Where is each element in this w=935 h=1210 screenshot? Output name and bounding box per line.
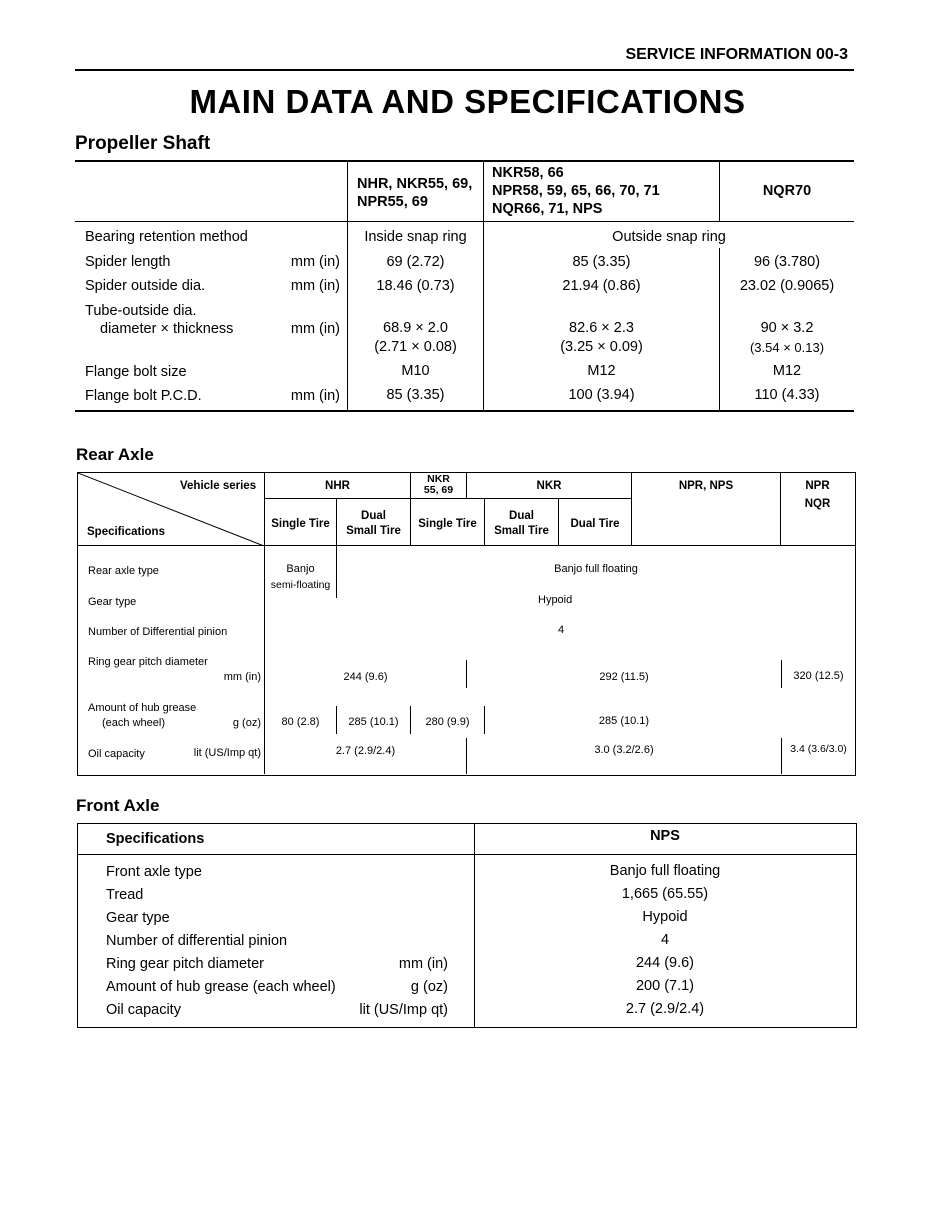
rear-group-rule [264, 498, 631, 499]
propeller-col-c: NQR70 [762, 183, 812, 199]
front-row-label: Amount of hub grease (each wheel) [106, 979, 336, 995]
rear-sub-nhr-dual-1: Dual [361, 510, 386, 522]
propeller-header-rule [75, 221, 854, 222]
value-tube-c2: (3.54 × 0.13) [749, 340, 825, 355]
page-title: MAIN DATA AND SPECIFICATIONS [189, 83, 746, 120]
rear-axle-type-v1b: semi-floating [270, 579, 331, 591]
value-bolt-size-c: M12 [772, 363, 802, 379]
rear-corner-top: Vehicle series [180, 480, 257, 492]
rear-label-grease-unit: g (oz) [232, 717, 261, 729]
rear-group-nkr: NKR [536, 480, 562, 492]
value-spider-dia-c: 23.02 (0.9065) [739, 278, 835, 294]
front-row-label: Oil capacity [106, 1002, 181, 1018]
front-row-label: Tread [106, 887, 144, 903]
front-col-spec: Specifications [106, 831, 205, 847]
front-row-unit: lit (US/Imp qt) [359, 1002, 448, 1018]
value-spider-length-c: 96 (3.780) [753, 254, 821, 270]
rear-grease-v3: 280 (9.9) [425, 716, 470, 728]
value-bolt-pcd-a: 85 (3.35) [386, 387, 445, 403]
page-header: SERVICE INFORMATION 00-3 [625, 46, 848, 63]
front-row-label: Ring gear pitch diameter [106, 956, 264, 972]
rear-ring-v3: 320 (12.5) [793, 670, 844, 682]
front-row-unit: mm (in) [398, 956, 448, 972]
rear-label-ring-2: mm (in) [223, 671, 261, 683]
rear-ring-v2: 292 (11.5) [599, 671, 649, 683]
rear-label-oil: Oil capacity [88, 748, 145, 760]
rear-hdr-rule-4 [484, 498, 485, 546]
front-row-label: Front axle type [106, 864, 202, 880]
value-tube-c1: 90 × 3.2 [760, 320, 814, 336]
unit-spider-length: mm (in) [290, 254, 340, 270]
propeller-col-a-line1: NHR, NKR55, 69, [357, 176, 473, 192]
rear-grease-v1: 80 (2.8) [281, 716, 320, 728]
label-bearing: Bearing retention method [85, 229, 248, 245]
rear-grease-v2: 285 (10.1) [348, 716, 399, 728]
propeller-top-rule [75, 160, 854, 162]
front-row-label: Gear type [106, 910, 170, 926]
rear-oil-v3: 3.4 (3.6/3.0) [790, 743, 847, 755]
value-spider-length-a: 69 (2.72) [386, 254, 445, 270]
label-bolt-pcd: Flange bolt P.C.D. [85, 388, 202, 404]
rear-grease-v4: 285 (10.1) [598, 715, 650, 727]
label-bolt-size: Flange bolt size [85, 364, 187, 380]
rear-hdr-rule-2 [336, 498, 337, 546]
propeller-heading: Propeller Shaft [75, 133, 211, 154]
rear-label-axle-type: Rear axle type [88, 565, 159, 577]
propeller-col-b-line1: NKR58, 66 [492, 165, 564, 181]
value-bolt-size-a: M10 [401, 363, 430, 379]
front-row-value: 2.7 (2.9/2.4) [625, 1001, 705, 1017]
value-bolt-pcd-c: 110 (4.33) [754, 387, 820, 403]
header-rule [75, 69, 854, 71]
propeller-bottom-rule [75, 410, 854, 412]
unit-spider-dia: mm (in) [290, 278, 340, 294]
rear-group-npr-nps: NPR, NPS [678, 480, 734, 492]
propeller-col-a-line2: NPR55, 69 [357, 194, 428, 210]
front-row-label: Number of differential pinion [106, 933, 288, 949]
propeller-col-b-line3: NQR66, 71, NPS [492, 201, 603, 217]
rear-heading: Rear Axle [76, 445, 154, 464]
value-tube-a2: (2.71 × 0.08) [374, 339, 457, 355]
rear-sub-nhr-single: Single Tire [271, 518, 330, 530]
front-row-value: 1,665 (65.55) [621, 886, 709, 902]
rear-label-oil-unit: lit (US/Imp qt) [193, 747, 261, 759]
value-spider-dia-b: 21.94 (0.86) [562, 278, 641, 294]
rear-label-pinion: Number of Differential pinion [88, 626, 228, 638]
propeller-col-b-line2: NPR58, 59, 65, 66, 70, 71 [492, 183, 660, 199]
rear-sub-nkr-dual-tire: Dual Tire [570, 518, 620, 530]
value-tube-b2: (3.25 × 0.09) [560, 339, 643, 355]
front-row-value: 200 (7.1) [635, 978, 695, 994]
value-bolt-pcd-b: 100 (3.94) [568, 387, 635, 403]
rear-sub-nkr-dual-2: Small Tire [494, 525, 549, 537]
value-spider-length-b: 85 (3.35) [572, 254, 631, 270]
rear-ring-v1: 244 (9.6) [343, 671, 388, 683]
rear-label-grease-1: Amount of hub grease [88, 702, 197, 714]
front-header-rule [78, 854, 856, 855]
value-bolt-size-b: M12 [587, 363, 616, 379]
rear-label-grease-2: (each wheel) [102, 717, 165, 729]
rear-group-npr-nqr-2: NQR [804, 498, 831, 510]
rear-group-nhr: NHR [325, 480, 350, 492]
rear-sub-nkr-dual-1: Dual [509, 510, 534, 522]
front-row-value: Hypoid [642, 909, 688, 925]
rear-group-nkr5569-2: 55, 69 [423, 484, 454, 496]
label-tube-1: Tube-outside dia. [85, 303, 197, 319]
rear-gear-value: Hypoid [538, 594, 573, 606]
front-row-unit: g (oz) [410, 979, 448, 995]
rear-pinion-value: 4 [558, 624, 565, 636]
front-heading: Front Axle [76, 796, 160, 815]
value-tube-b1: 82.6 × 2.3 [569, 320, 634, 336]
rear-header-rule [78, 545, 855, 546]
value-tube-a1: 68.9 × 2.0 [383, 320, 448, 336]
rear-group-npr-nqr-1: NPR [805, 480, 830, 492]
rear-group-nkr5569-1: NKR [427, 473, 450, 485]
value-bearing-bc: Outside snap ring [612, 229, 726, 245]
front-row-value: Banjo full floating [609, 863, 721, 879]
label-spider-dia: Spider outside dia. [85, 278, 206, 294]
front-col-nps: NPS [650, 828, 680, 844]
rear-oil-v1: 2.7 (2.9/2.4) [335, 745, 396, 757]
label-spider-length: Spider length [85, 254, 171, 270]
unit-tube: mm (in) [290, 321, 340, 337]
value-bearing-a: Inside snap ring [364, 229, 467, 245]
rear-oil-v2: 3.0 (3.2/2.6) [594, 744, 654, 756]
rear-sub-nkr5569-single: Single Tire [418, 518, 477, 530]
unit-bolt-pcd: mm (in) [290, 388, 340, 404]
value-spider-dia-a: 18.46 (0.73) [376, 278, 455, 294]
rear-corner-bottom: Specifications [87, 526, 165, 538]
rear-axle-type-v2: Banjo full floating [554, 563, 638, 575]
label-tube-2: diameter × thickness [100, 321, 234, 337]
rear-sub-nhr-dual-2: Small Tire [346, 525, 401, 537]
front-col-rule [474, 824, 475, 1027]
front-row-value: 244 (9.6) [635, 955, 695, 971]
rear-axle-type-v1a: Banjo [286, 563, 315, 575]
rear-label-gear: Gear type [88, 596, 137, 608]
rear-label-ring-1: Ring gear pitch diameter [88, 656, 208, 668]
front-row-value: 4 [660, 932, 670, 948]
